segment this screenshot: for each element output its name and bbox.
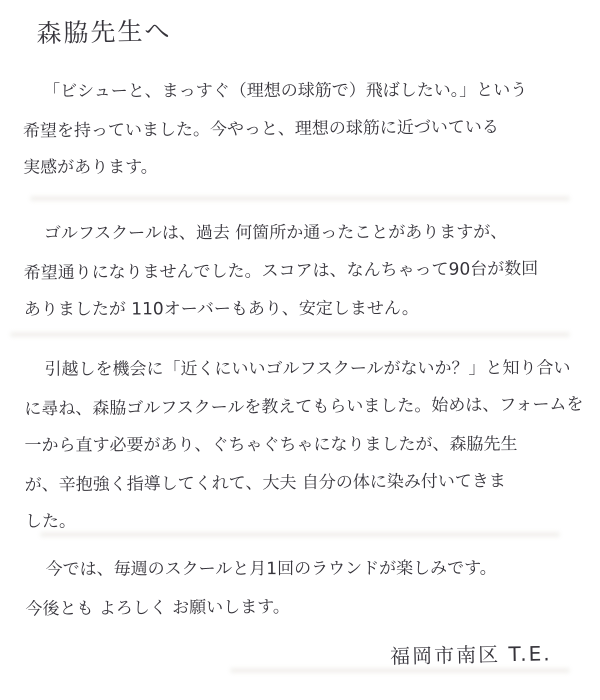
- signature: 福岡市南区 T.E.: [389, 641, 552, 669]
- letter-line: 希望を持っていました。今やっと、理想の球筋に近づいている: [22, 117, 499, 142]
- paragraph-4: [25, 549, 589, 628]
- letter-line: 今後とも よろしく お願いします。: [25, 597, 290, 620]
- letter-line: に尋ね、森脇ゴルフスクールを教えてもらいました。始めは、フォームを: [24, 394, 584, 420]
- letter-line: が、辛抱強く指導してくれて、大夫 自分の体に染み付いてきま: [24, 471, 506, 496]
- letter-body: [22, 9, 589, 673]
- letter-line: した。: [24, 511, 76, 532]
- letter-line: ありましたが 110オーバーもあり、安定しません。: [23, 298, 419, 320]
- paragraph-1: [23, 71, 588, 188]
- letter-line: ゴルフスクールは、過去 何箇所か通ったことがありますが、: [43, 222, 508, 244]
- letter-line: 「ビシューと、まっすぐ（理想の球筋で）飛ばしたい。」という: [43, 80, 528, 102]
- paragraph-2: [23, 213, 588, 330]
- letter-line: 実感があります。: [23, 157, 158, 178]
- paragraph-3: [24, 349, 589, 542]
- letter-line: 一から直す必要があり、ぐちゃぐちゃになりましたが、森脇先生: [24, 434, 518, 456]
- salutation: 森脇先生へ: [36, 16, 172, 49]
- letter-line: 引越しを機会に「近くにいいゴルフスクールがないか？」と知り合い: [44, 358, 571, 380]
- letter-line: 希望通りになりませんでした。スコアは、なんちゃって90台が数回: [23, 258, 539, 284]
- letter-line: 今では、毎週のスクールと月1回のラウンドが楽しみです。: [45, 558, 497, 580]
